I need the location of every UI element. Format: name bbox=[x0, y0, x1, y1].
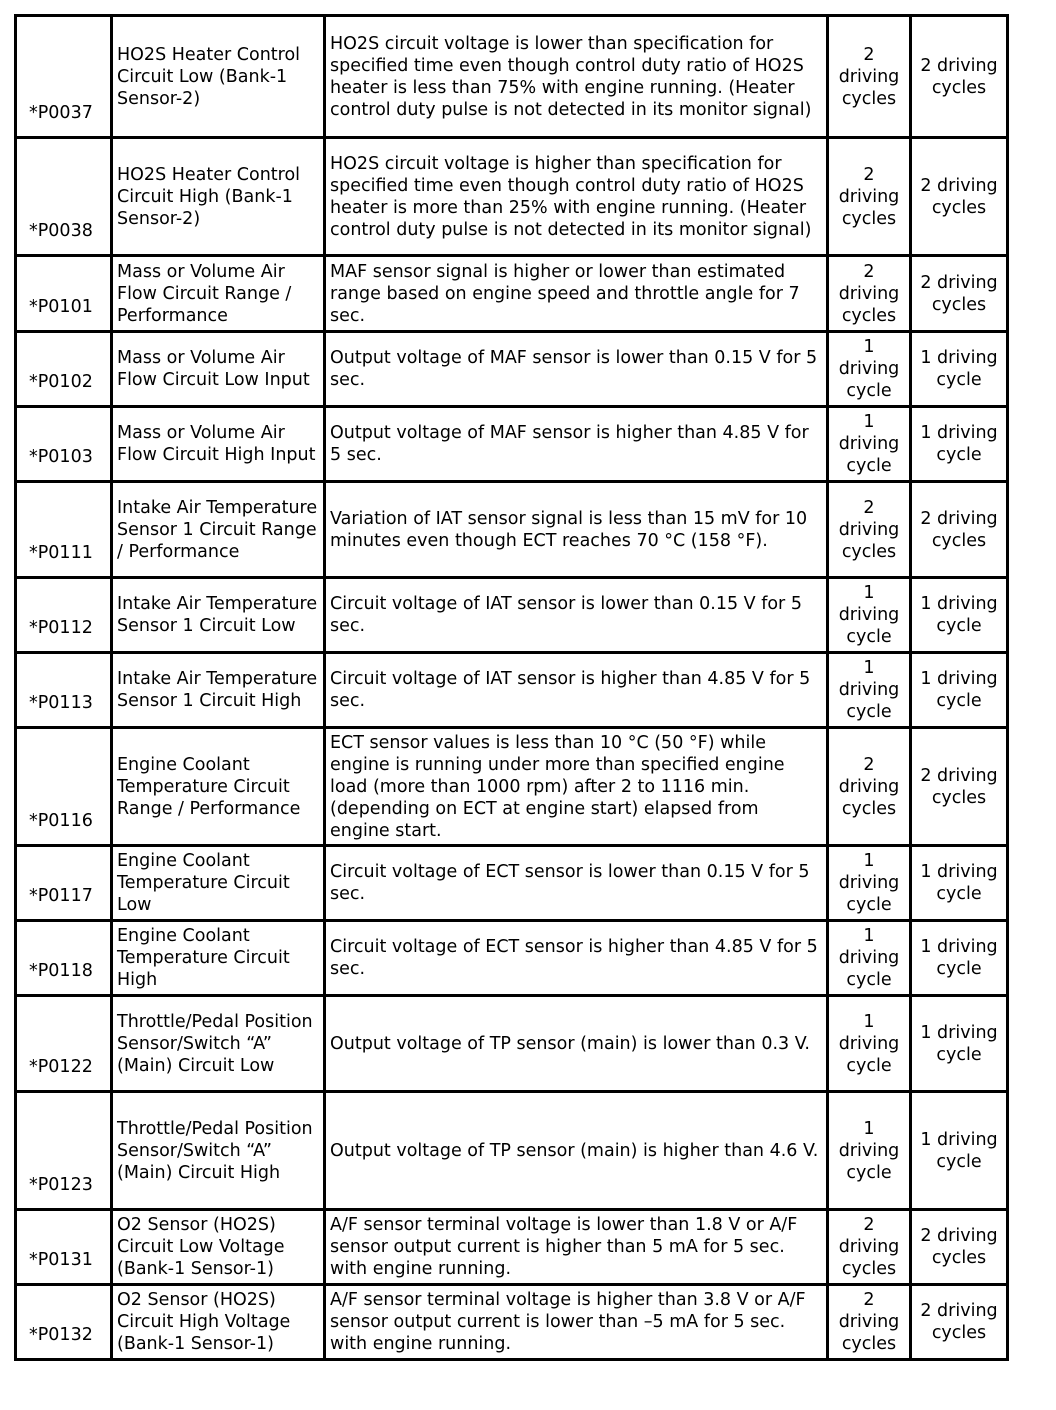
dtc-code-cell: *P0132 bbox=[16, 1285, 112, 1360]
dtc-name-cell: Mass or Volume Air Flow Circuit High Input bbox=[112, 407, 325, 482]
mil-cycles-cell: 1 driving cycle bbox=[911, 996, 1008, 1092]
table-row bbox=[16, 1285, 1008, 1360]
dtc-name-cell: Throttle/Pedal Position Sensor/Switch “A” (Main) Circuit Low bbox=[112, 996, 325, 1092]
dtc-condition-cell: A/F sensor terminal voltage is higher than 3.8 V or A/F sensor output current is lower than –5 mA for 5 sec. with engine running. bbox=[325, 1285, 828, 1360]
dtc-condition-cell: Variation of IAT sensor signal is less than 15 mV for 10 minutes even though ECT reaches 70 °C (158 °F). bbox=[325, 482, 828, 578]
mil-cycles-cell: 1 driving cycle bbox=[911, 578, 1008, 653]
dtc-name-cell: Mass or Volume Air Flow Circuit Low Input bbox=[112, 332, 325, 407]
mil-cycles-cell: 2 driving cycles bbox=[911, 482, 1008, 578]
dtc-condition-cell: A/F sensor terminal voltage is lower than 1.8 V or A/F sensor output current is higher than 5 mA for 5 sec. with engine running. bbox=[325, 1210, 828, 1285]
table-row bbox=[16, 332, 1008, 407]
detection-cycles-cell: 2 driving cycles bbox=[828, 256, 911, 332]
detection-cycles-cell: 1 driving cycle bbox=[828, 1092, 911, 1210]
dtc-name-cell: Intake Air Temperature Sensor 1 Circuit Low bbox=[112, 578, 325, 653]
detection-cycles-cell: 2 driving cycles bbox=[828, 1210, 911, 1285]
dtc-condition-cell: Circuit voltage of ECT sensor is lower than 0.15 V for 5 sec. bbox=[325, 846, 828, 921]
detection-cycles-cell: 2 driving cycles bbox=[828, 16, 911, 138]
dtc-code-cell: *P0131 bbox=[16, 1210, 112, 1285]
dtc-condition-cell: Output voltage of TP sensor (main) is lower than 0.3 V. bbox=[325, 996, 828, 1092]
dtc-condition-cell: HO2S circuit voltage is lower than specification for specified time even though control duty ratio of HO2S heater is less than 75% with engine running. (Heater control duty pulse is not detected in its monitor signal) bbox=[325, 16, 828, 138]
dtc-name-cell: Throttle/Pedal Position Sensor/Switch “A” (Main) Circuit High bbox=[112, 1092, 325, 1210]
detection-cycles-cell: 1 driving cycle bbox=[828, 996, 911, 1092]
dtc-name-cell: O2 Sensor (HO2S) Circuit High Voltage (Bank-1 Sensor-1) bbox=[112, 1285, 325, 1360]
dtc-table-body bbox=[16, 16, 1008, 1360]
dtc-code-cell: *P0118 bbox=[16, 921, 112, 996]
dtc-code-cell: *P0102 bbox=[16, 332, 112, 407]
table-row bbox=[16, 256, 1008, 332]
table-row bbox=[16, 1092, 1008, 1210]
dtc-code-cell: *P0117 bbox=[16, 846, 112, 921]
dtc-name-cell: Mass or Volume Air Flow Circuit Range / Performance bbox=[112, 256, 325, 332]
dtc-code-cell: *P0037 bbox=[16, 16, 112, 138]
detection-cycles-cell: 2 driving cycles bbox=[828, 138, 911, 256]
mil-cycles-cell: 1 driving cycle bbox=[911, 653, 1008, 728]
table-row bbox=[16, 921, 1008, 996]
table-row bbox=[16, 996, 1008, 1092]
table-row bbox=[16, 846, 1008, 921]
mil-cycles-cell: 1 driving cycle bbox=[911, 1092, 1008, 1210]
dtc-code-cell: *P0122 bbox=[16, 996, 112, 1092]
table-row bbox=[16, 407, 1008, 482]
dtc-condition-cell: Circuit voltage of ECT sensor is higher than 4.85 V for 5 sec. bbox=[325, 921, 828, 996]
mil-cycles-cell: 1 driving cycle bbox=[911, 407, 1008, 482]
dtc-name-cell: Intake Air Temperature Sensor 1 Circuit High bbox=[112, 653, 325, 728]
table-row bbox=[16, 653, 1008, 728]
table-row bbox=[16, 728, 1008, 846]
dtc-condition-cell: MAF sensor signal is higher or lower than estimated range based on engine speed and throttle angle for 7 sec. bbox=[325, 256, 828, 332]
table-row bbox=[16, 578, 1008, 653]
detection-cycles-cell: 1 driving cycle bbox=[828, 578, 911, 653]
dtc-name-cell: O2 Sensor (HO2S) Circuit Low Voltage (Bank-1 Sensor-1) bbox=[112, 1210, 325, 1285]
table-row bbox=[16, 138, 1008, 256]
detection-cycles-cell: 1 driving cycle bbox=[828, 332, 911, 407]
detection-cycles-cell: 1 driving cycle bbox=[828, 653, 911, 728]
detection-cycles-cell: 1 driving cycle bbox=[828, 921, 911, 996]
dtc-name-cell: Intake Air Temperature Sensor 1 Circuit Range / Performance bbox=[112, 482, 325, 578]
dtc-code-cell: *P0123 bbox=[16, 1092, 112, 1210]
dtc-code-cell: *P0038 bbox=[16, 138, 112, 256]
detection-cycles-cell: 1 driving cycle bbox=[828, 846, 911, 921]
dtc-name-cell: Engine Coolant Temperature Circuit Range / Performance bbox=[112, 728, 325, 846]
mil-cycles-cell: 2 driving cycles bbox=[911, 1210, 1008, 1285]
dtc-name-cell: Engine Coolant Temperature Circuit High bbox=[112, 921, 325, 996]
table-row bbox=[16, 16, 1008, 138]
dtc-code-cell: *P0116 bbox=[16, 728, 112, 846]
detection-cycles-cell: 2 driving cycles bbox=[828, 728, 911, 846]
mil-cycles-cell: 2 driving cycles bbox=[911, 728, 1008, 846]
table-row bbox=[16, 1210, 1008, 1285]
mil-cycles-cell: 1 driving cycle bbox=[911, 921, 1008, 996]
dtc-name-cell: HO2S Heater Control Circuit High (Bank-1 Sensor-2) bbox=[112, 138, 325, 256]
dtc-condition-cell: ECT sensor values is less than 10 °C (50 °F) while engine is running under more than specified engine load (more than 1000 rpm) after 2 to 1116 min. (depending on ECT at engine start) elapsed from engine start. bbox=[325, 728, 828, 846]
dtc-condition-cell: Output voltage of MAF sensor is lower than 0.15 V for 5 sec. bbox=[325, 332, 828, 407]
mil-cycles-cell: 2 driving cycles bbox=[911, 138, 1008, 256]
mil-cycles-cell: 1 driving cycle bbox=[911, 332, 1008, 407]
mil-cycles-cell: 2 driving cycles bbox=[911, 1285, 1008, 1360]
detection-cycles-cell: 1 driving cycle bbox=[828, 407, 911, 482]
detection-cycles-cell: 2 driving cycles bbox=[828, 482, 911, 578]
dtc-code-cell: *P0101 bbox=[16, 256, 112, 332]
dtc-condition-cell: Output voltage of MAF sensor is higher than 4.85 V for 5 sec. bbox=[325, 407, 828, 482]
mil-cycles-cell: 1 driving cycle bbox=[911, 846, 1008, 921]
dtc-name-cell: Engine Coolant Temperature Circuit Low bbox=[112, 846, 325, 921]
dtc-condition-cell: HO2S circuit voltage is higher than specification for specified time even though control duty ratio of HO2S heater is more than 25% with engine running. (Heater control duty pulse is not detected in its monitor signal) bbox=[325, 138, 828, 256]
mil-cycles-cell: 2 driving cycles bbox=[911, 16, 1008, 138]
dtc-code-cell: *P0113 bbox=[16, 653, 112, 728]
mil-cycles-cell: 2 driving cycles bbox=[911, 256, 1008, 332]
dtc-code-cell: *P0103 bbox=[16, 407, 112, 482]
table-row bbox=[16, 482, 1008, 578]
dtc-condition-cell: Circuit voltage of IAT sensor is higher than 4.85 V for 5 sec. bbox=[325, 653, 828, 728]
dtc-code-cell: *P0112 bbox=[16, 578, 112, 653]
dtc-condition-cell: Output voltage of TP sensor (main) is higher than 4.6 V. bbox=[325, 1092, 828, 1210]
dtc-name-cell: HO2S Heater Control Circuit Low (Bank-1 Sensor-2) bbox=[112, 16, 325, 138]
dtc-code-cell: *P0111 bbox=[16, 482, 112, 578]
dtc-condition-cell: Circuit voltage of IAT sensor is lower than 0.15 V for 5 sec. bbox=[325, 578, 828, 653]
detection-cycles-cell: 2 driving cycles bbox=[828, 1285, 911, 1360]
dtc-table bbox=[14, 14, 1009, 1361]
